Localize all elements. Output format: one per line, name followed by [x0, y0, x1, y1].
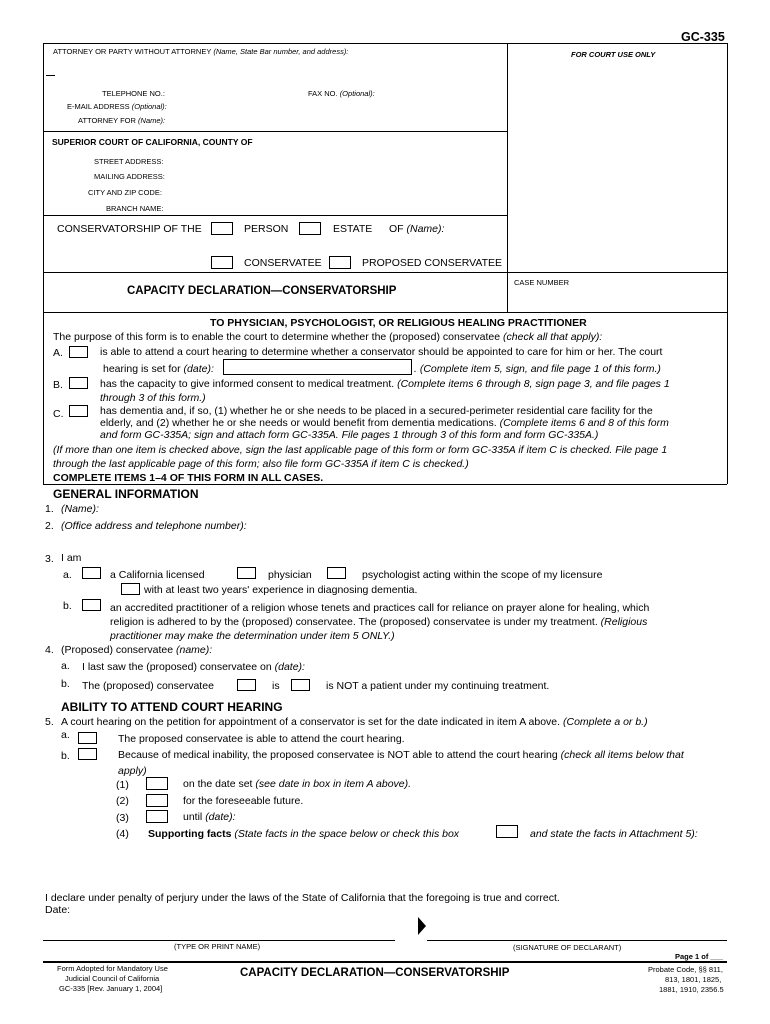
person-checkbox[interactable] — [211, 222, 233, 235]
item-b-checkbox[interactable] — [69, 377, 88, 389]
of-name-label: OF (Name): — [389, 223, 445, 235]
attorney-bottom-border — [43, 131, 507, 132]
item-a-text: is able to attend a court hearing to determine whether a conservator should be appointed to care for him or her. The court — [100, 346, 663, 358]
conservatee-checkbox[interactable] — [211, 256, 233, 269]
item2-label: (Office address and telephone number): — [61, 520, 247, 532]
item-c-text1: has dementia and, if so, (1) whether he or she needs to be placed in a secured-perimeter residential care facility for the — [100, 405, 653, 417]
item-a-letter: A. — [53, 347, 63, 359]
not-able-checkbox[interactable] — [78, 748, 97, 760]
date-label: Date: — [45, 904, 71, 916]
attorney-mark — [46, 75, 55, 76]
psychologist-label: psychologist acting within the scope of my licensure — [362, 569, 603, 581]
item2-number: 2. — [45, 520, 54, 532]
item3-label: I am — [61, 552, 82, 564]
item-b-text: has the capacity to give informed consent to medical treatment. (Complete items 6 through 8, sign page 3, and file pages 1 — [100, 378, 670, 390]
case-number-label: CASE NUMBER — [514, 278, 570, 287]
is-not-label: is NOT a patient under my continuing treatment. — [326, 680, 550, 692]
ability-heading: ABILITY TO ATTEND COURT HEARING — [61, 700, 283, 714]
sub4-text: Supporting facts (State facts in the space below or check this box — [148, 828, 460, 840]
able-text: The proposed conservatee is able to attend the court hearing. — [118, 733, 405, 745]
header-top-border — [43, 43, 727, 44]
hearing-date-box[interactable] — [223, 359, 412, 375]
signature-line — [427, 940, 727, 941]
is-patient-checkbox[interactable] — [237, 679, 256, 691]
item1-label: (Name): — [61, 503, 99, 515]
branch-label: BRANCH NAME: — [106, 204, 164, 213]
form-number: GC-335 — [681, 30, 725, 44]
item5a-letter: a. — [61, 729, 70, 741]
intro-heading: TO PHYSICIAN, PSYCHOLOGIST, OR RELIGIOUS HEALING PRACTITIONER — [210, 317, 587, 329]
name-line — [43, 940, 395, 941]
attorney-label: ATTORNEY OR PARTY WITHOUT ATTORNEY (Name, State Bar number, and address): — [53, 47, 349, 56]
is-label: is — [272, 680, 280, 692]
sub3-number: (3) — [116, 812, 129, 824]
attorney-for-label: ATTORNEY FOR (Name): — [78, 116, 166, 125]
page-number: Page 1 of ___ — [675, 952, 723, 961]
item5b-letter: b. — [61, 750, 70, 762]
intro-note1: (If more than one item is checked above, sign the last applicable page of this form or form GC-335A if item C is checked. File page 1 — [53, 444, 668, 456]
intro-bottom-border — [43, 484, 727, 485]
item-a-checkbox[interactable] — [69, 346, 88, 358]
experience-label: with at least two years' experience in diagnosing dementia. — [144, 584, 418, 596]
item4b-letter: b. — [61, 678, 70, 690]
item-c-hint: and form GC-335A; sign and attach form GC-335A. File pages 1 through 3 of this form and form GC-335A.) — [100, 429, 599, 441]
item-a-tail: . (Complete item 5, sign, and file page 1 of this form.) — [414, 363, 661, 375]
item-c-text2: elderly, and (2) whether he or she needs or would benefit from dementia medications. (Complete items 6 and 8 of this form — [100, 417, 669, 429]
experience-checkbox[interactable] — [121, 583, 140, 595]
not-able-text: Because of medical inability, the proposed conservatee is NOT able to attend the court hearing (check all items below that — [118, 749, 684, 761]
licensed-label: a California licensed — [110, 569, 205, 581]
court-name: SUPERIOR COURT OF CALIFORNIA, COUNTY OF — [52, 137, 253, 147]
signature-label: (SIGNATURE OF DECLARANT) — [513, 943, 622, 952]
item4-label: (Proposed) conservatee (name): — [61, 644, 213, 656]
case-top-border — [43, 272, 727, 273]
mailing-label: MAILING ADDRESS: — [94, 172, 165, 181]
sub4-number: (4) — [116, 828, 129, 840]
item-a-hearing: hearing is set for (date): — [103, 363, 214, 375]
physician-checkbox[interactable] — [237, 567, 256, 579]
sub1-number: (1) — [116, 779, 129, 791]
not-able-hint: apply) — [118, 765, 147, 777]
psychologist-checkbox[interactable] — [327, 567, 346, 579]
footer-rule — [43, 961, 727, 963]
header-left-border — [43, 43, 44, 312]
licensed-checkbox[interactable] — [82, 567, 101, 579]
date-set-checkbox[interactable] — [146, 777, 168, 790]
item4a-letter: a. — [61, 660, 70, 672]
sub3-text: until (date): — [183, 811, 236, 823]
conservatee-label: CONSERVATEE — [244, 257, 322, 269]
item3b-letter: b. — [63, 600, 72, 612]
sub2-text: for the foreseeable future. — [183, 795, 304, 807]
code-line1: Probate Code, §§ 811, — [648, 965, 723, 974]
adopted-line3: GC-335 [Rev. January 1, 2004] — [59, 984, 163, 993]
signature-arrow-icon — [418, 917, 426, 935]
sub2-number: (2) — [116, 795, 129, 807]
item5-text: A court hearing on the petition for appointment of a conservator is set for the date indicated in item A above. (Complete a or b.) — [61, 716, 648, 728]
item3a-letter: a. — [63, 569, 72, 581]
code-line2: 813, 1801, 1825, — [665, 975, 722, 984]
item-b-letter: B. — [53, 379, 63, 391]
able-checkbox[interactable] — [78, 732, 97, 744]
adopted-line1: Form Adopted for Mandatory Use — [57, 964, 168, 973]
intro-left-border — [43, 312, 44, 484]
court-bottom-border — [43, 215, 507, 216]
religious-text1: an accredited practitioner of a religion whose tenets and practices call for reliance on prayer alone for healing, which — [110, 602, 650, 614]
complete-items: COMPLETE ITEMS 1–4 OF THIS FORM IN ALL CASES. — [53, 472, 324, 484]
physician-label: physician — [268, 569, 312, 581]
item1-number: 1. — [45, 503, 54, 515]
proposed-conservatee-label: PROPOSED CONSERVATEE — [362, 257, 503, 269]
estate-label: ESTATE — [333, 223, 373, 235]
religious-text2: religion is adhered to by the (proposed) conservatee. The (proposed) conservatee is under my treatment. (Religious — [110, 616, 648, 628]
email-label: E-MAIL ADDRESS (Optional): — [67, 102, 167, 111]
declaration-text: I declare under penalty of perjury under the laws of the State of California that the foregoing is true and correct. — [45, 892, 560, 904]
form-title: CAPACITY DECLARATION—CONSERVATORSHIP — [127, 285, 397, 297]
court-use-label: FOR COURT USE ONLY — [571, 50, 656, 59]
person-label: PERSON — [244, 223, 289, 235]
conservatorship-of-label: CONSERVATORSHIP OF THE — [57, 223, 202, 235]
general-heading: GENERAL INFORMATION — [53, 487, 199, 501]
item4b-text: The (proposed) conservatee — [82, 680, 214, 692]
intro-purpose: The purpose of this form is to enable the court to determine whether the (proposed) conservatee (check all that apply): — [53, 331, 603, 343]
until-checkbox[interactable] — [146, 810, 168, 823]
type-name-label: (TYPE OR PRINT NAME) — [174, 942, 261, 951]
foreseeable-checkbox[interactable] — [146, 794, 168, 807]
street-label: STREET ADDRESS: — [94, 157, 164, 166]
religious-hint: practitioner may make the determination under item 5 ONLY.) — [110, 630, 395, 642]
item5-number: 5. — [45, 716, 54, 728]
title-bottom-border — [43, 312, 727, 313]
item4-number: 4. — [45, 644, 54, 656]
telephone-label: TELEPHONE NO.: — [102, 89, 165, 98]
fax-label: FAX NO. (Optional): — [308, 89, 375, 98]
header-right-border — [727, 43, 728, 312]
intro-right-border — [727, 312, 728, 484]
intro-note2: through the last applicable page of this form; also file form GC-335A if item C is checked.) — [53, 458, 469, 470]
item4a-text: I last saw the (proposed) conservatee on (date): — [82, 661, 305, 673]
sub1-text: on the date set (see date in box in item A above). — [183, 778, 412, 790]
code-line3: 1881, 1910, 2356.5 — [659, 985, 724, 994]
sub4-tail: and state the facts in Attachment 5): — [530, 828, 698, 840]
item-c-letter: C. — [53, 408, 64, 420]
item-c-checkbox[interactable] — [69, 405, 88, 417]
city-label: CITY AND ZIP CODE: — [88, 188, 162, 197]
footer-title: CAPACITY DECLARATION—CONSERVATORSHIP — [240, 967, 510, 979]
is-not-patient-checkbox[interactable] — [291, 679, 310, 691]
attachment-checkbox[interactable] — [496, 825, 518, 838]
item-b-hint: through 3 of this form.) — [100, 392, 206, 404]
item3-number: 3. — [45, 553, 54, 565]
adopted-line2: Judicial Council of California — [65, 974, 160, 983]
header-middle-border — [507, 43, 508, 312]
religious-checkbox[interactable] — [82, 599, 101, 611]
estate-checkbox[interactable] — [299, 222, 321, 235]
proposed-conservatee-checkbox[interactable] — [329, 256, 351, 269]
